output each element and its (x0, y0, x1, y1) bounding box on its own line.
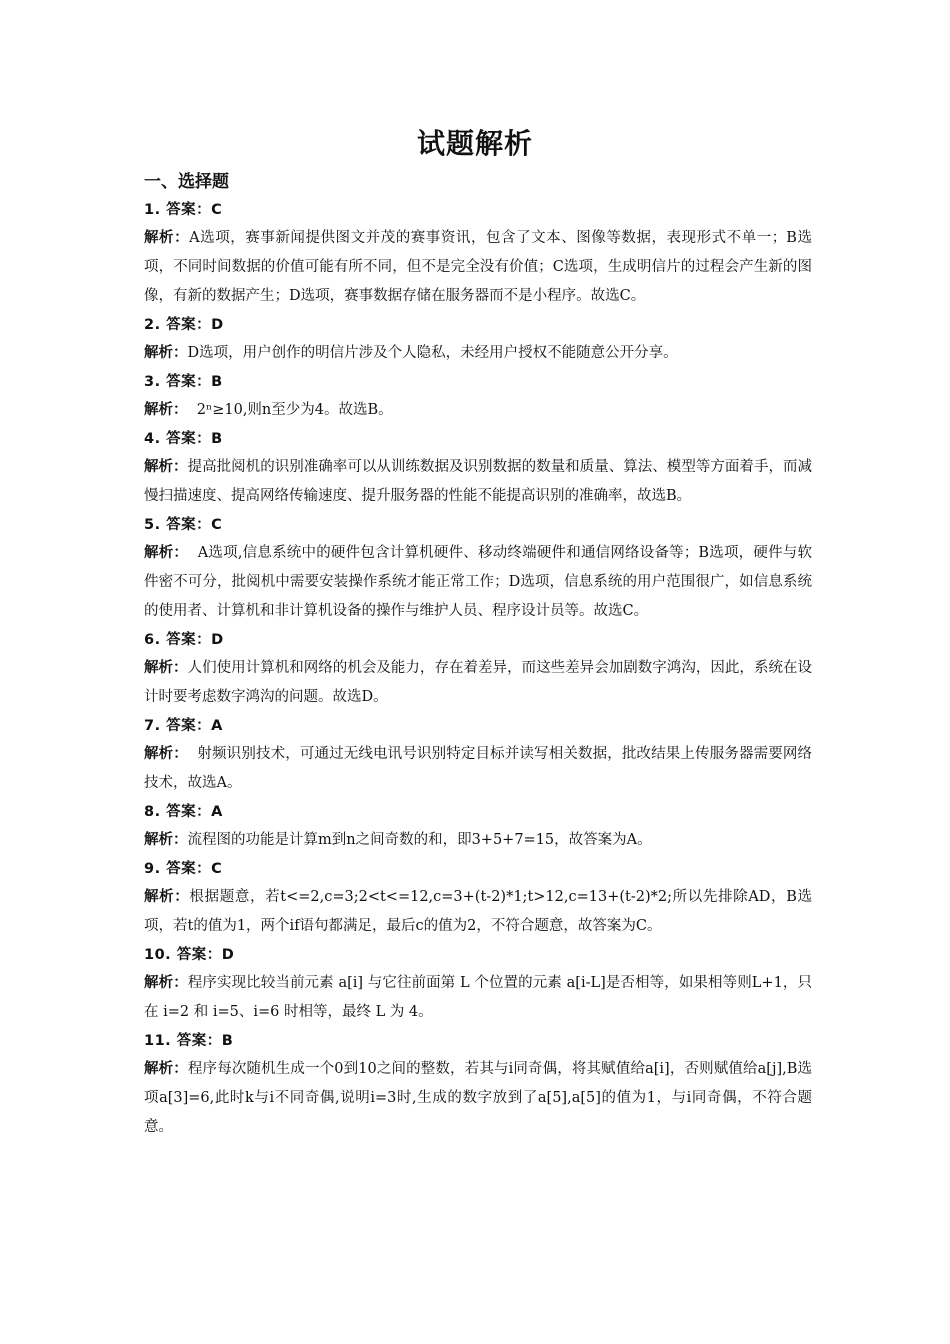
section-heading: 一、选择题 (144, 172, 229, 192)
explanation-text: 人们使用计算机和网络的机会及能力，存在着差异，而这些差异会加剧数字鸿沟，因此，系统在设计时要考虑数字鸿沟的问题。故选D。 (144, 660, 813, 705)
explanation-label: 解析： (144, 832, 188, 848)
explanation (144, 969, 812, 1027)
explanation-label: 解析： (144, 975, 188, 991)
explanation-text: 射频识别技术，可通过无线电讯号识别特定目标并读写相关数据，批改结果上传服务器需要网络技术，故选A。 (144, 746, 813, 791)
question-7 (144, 712, 812, 798)
question-1 (144, 196, 812, 311)
answer-line: 11. 答案：B (144, 1033, 234, 1049)
answer-line: 3. 答案：B (144, 374, 223, 390)
explanation-label: 解析： (144, 230, 190, 246)
answer-line: 1. 答案：C (144, 202, 223, 218)
explanation-label: 解析： (144, 545, 189, 561)
question-4 (144, 425, 812, 511)
question-2 (144, 311, 812, 368)
explanation (144, 740, 812, 798)
answer-line: 2. 答案：D (144, 317, 224, 333)
content (144, 168, 812, 1142)
explanation (144, 654, 812, 712)
explanation-label: 解析： (144, 746, 188, 762)
explanation (144, 224, 812, 311)
answer-line: 5. 答案：C (144, 517, 223, 533)
explanation-label: 解析： (144, 660, 188, 676)
explanation-text: A选项,信息系统中的硬件包含计算机硬件、移动终端硬件和通信网络设备等；B选项，硬件与软件密不可分，批阅机中需要安装操作系统才能正常工作；D选项，信息系统的用户范围很广，如信息系统的使用者、计算机和非计算机设备的操作与维护人员、程序设计员等。故选C。 (144, 545, 812, 619)
explanation (144, 826, 812, 855)
explanation-text: D选项，用户创作的明信片涉及个人隐私，未经用户授权不能随意公开分享。 (187, 345, 678, 361)
explanation-label: 解析： (144, 459, 188, 475)
explanation-text: 程序实现比较当前元素 a[i] 与它往前面第 L 个位置的元素 a[i-L]是否相等，如果相等则L+1，只在 i=2 和 i=5、i=6 时相等，最终 L 为 4。 (144, 975, 813, 1020)
explanation-label: 解析： (144, 1061, 188, 1077)
question-10 (144, 941, 812, 1027)
answer-line: 10. 答案：D (144, 947, 235, 963)
explanation-text: 流程图的功能是计算m到n之间奇数的和，即3+5+7=15，故答案为A。 (187, 832, 652, 848)
explanation-text: 程序每次随机生成一个0到10之间的整数，若其与i同奇偶，将其赋值给a[i]，否则赋值给a[j],B选项a[3]=6,此时k与i不同奇偶,说明i=3时,生成的数字放到了a[5],a[5]的值为1，与i同奇偶，不符合题意。 (144, 1061, 812, 1135)
question-9 (144, 855, 812, 941)
answer-line: 8. 答案：A (144, 804, 223, 820)
answer-line: 7. 答案：A (144, 718, 223, 734)
explanation (144, 339, 812, 368)
explanation (144, 539, 812, 626)
explanation (144, 883, 812, 941)
question-3 (144, 368, 812, 425)
explanation-label: 解析： (144, 402, 188, 418)
explanation-label: 解析： (144, 889, 190, 905)
page-title: 试题解析 (416, 127, 533, 160)
explanation (144, 453, 812, 511)
explanation-text: 根据题意，若t<=2,c=3;2<t<=12,c=3+(t-2)*1;t>12,c=13+(t-2)*2;所以先排除AD，B选项，若t的值为1，两个if语句都满足，最后c的值为2，不符合题意，故答案为C。 (144, 889, 812, 934)
answer-line: 6. 答案：D (144, 632, 224, 648)
explanation-label: 解析： (144, 345, 188, 361)
answer-line: 9. 答案：C (144, 861, 223, 877)
explanation (144, 1055, 812, 1142)
question-6 (144, 626, 812, 712)
question-5 (144, 511, 812, 626)
explanation (144, 396, 812, 425)
explanation-text: 提高批阅机的识别准确率可以从训练数据及识别数据的数量和质量、算法、模型等方面着手，而减慢扫描速度、提高网络传输速度、提升服务器的性能不能提高识别的准确率，故选B。 (144, 459, 813, 504)
answer-line: 4. 答案：B (144, 431, 223, 447)
question-8 (144, 798, 812, 855)
explanation-text: A选项，赛事新闻提供图文并茂的赛事资讯，包含了文本、图像等数据，表现形式不单一；B选项，不同时间数据的价值可能有所不同，但不是完全没有价值；C选项，生成明信片的过程会产生新的图像，有新的数据产生；D选项，赛事数据存储在服务器而不是小程序。故选C。 (144, 230, 813, 304)
explanation-text: 2ⁿ≥10,则n至少为4。故选B。 (187, 402, 393, 418)
question-11 (144, 1027, 812, 1142)
